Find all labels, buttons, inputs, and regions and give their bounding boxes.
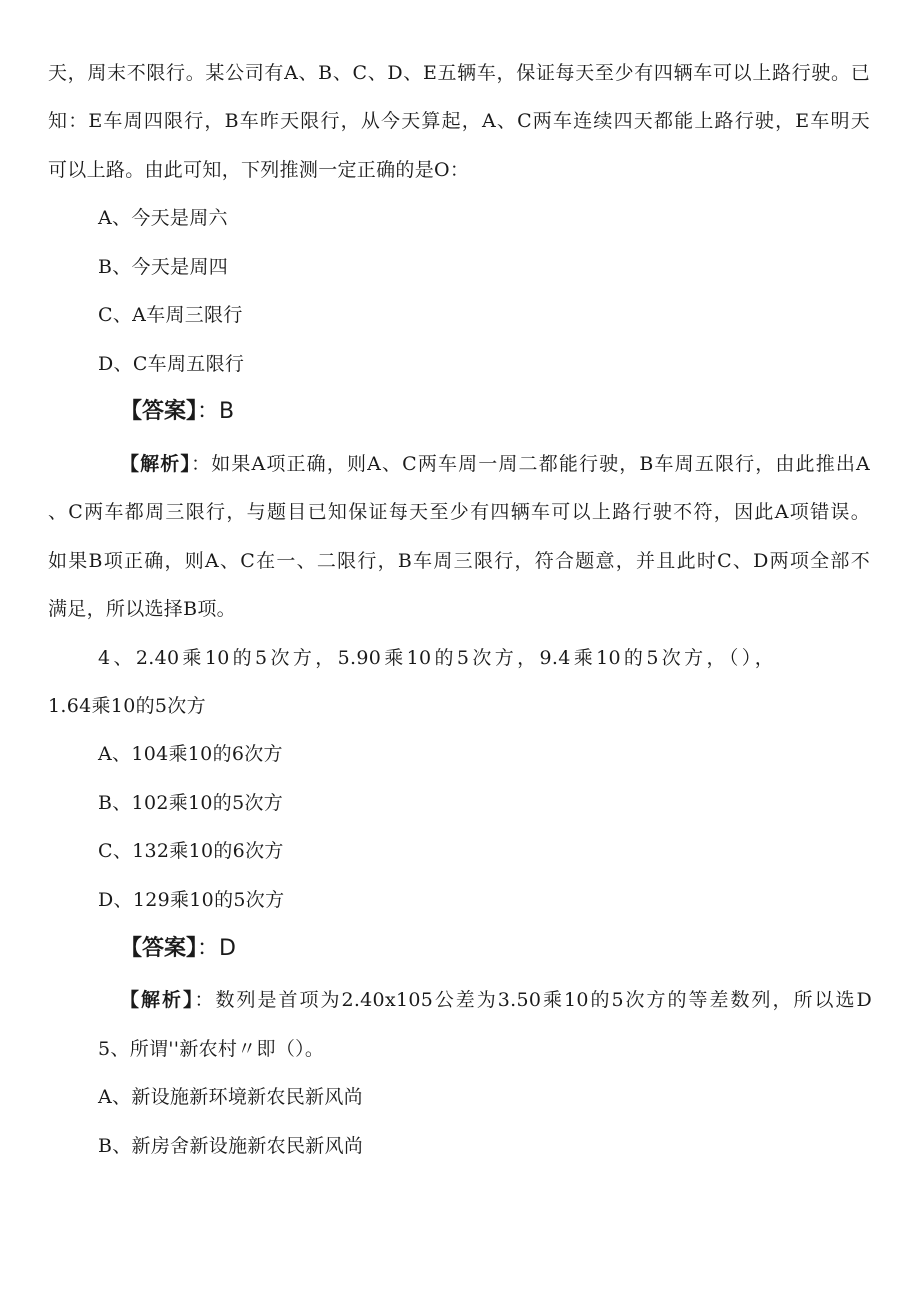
q3-answer [120, 397, 234, 427]
q4-analysis-label: 【解析】 [120, 989, 195, 1011]
q4-answer-label: 【答案】 [120, 936, 198, 961]
q3-option-a: A、今天是周六 [98, 207, 228, 229]
q4-option-a: A、104乘10的6次方 [98, 743, 283, 765]
q4-stem-line-1: 4、2.40乘10的5次方，5.90乘10的5次方，9.4乘10的5次方，（）， [98, 647, 774, 669]
q5-stem: 5、所谓''新农村〃即（）。 [98, 1038, 325, 1060]
q4-answer-value: ：D [197, 936, 236, 961]
q3-option-b: B、今天是周四 [98, 256, 229, 278]
q4-option-b: B、102乘10的5次方 [98, 792, 284, 814]
q4-answer [120, 934, 236, 964]
q3-analysis-label: 【解析】 [120, 453, 192, 475]
q3-analysis-first: ：如果A项正确，则A、C两车周一周二都能行驶，B车周五限行，由此推出A [191, 453, 871, 475]
q3-analysis-line-3: 如果B项正确，则A、C在一、二限行，B车周三限行，符合题意，并且此时C、D两项全部不 [48, 550, 870, 572]
q4-stem-line-2: 1.64乘10的5次方 [48, 695, 206, 717]
q5-option-b: B、新房舍新设施新农民新风尚 [98, 1135, 364, 1157]
q3-stem-line-1: 天，周末不限行。某公司有A、B、C、D、E五辆车，保证每天至少有四辆车可以上路行驶。已 [48, 62, 870, 84]
q4-analysis-first: ：数列是首项为2.40x105公差为3.50乘10的5次方的等差数列，所以选D [194, 989, 872, 1011]
q3-analysis-line-2: 、C两车都周三限行，与题目已知保证每天至少有四辆车可以上路行驶不符，因此A项错误。 [48, 501, 870, 523]
q4-option-d: D、129乘10的5次方 [98, 889, 285, 911]
q3-answer-label: 【答案】 [120, 399, 198, 424]
q3-option-c: C、A车周三限行 [98, 304, 243, 326]
q3-analysis-line-4: 满足，所以选择B项。 [48, 598, 236, 620]
q4-option-c: C、132乘10的6次方 [98, 840, 284, 862]
q3-stem-line-3: 可以上路。由此可知，下列推测一定正确的是O： [48, 159, 470, 181]
q3-analysis-line-1 [120, 451, 870, 477]
q5-option-a: A、新设施新环境新农民新风尚 [98, 1086, 363, 1108]
q3-stem-line-2: 知：E车周四限行，B车昨天限行，从今天算起，A、C两车连续四天都能上路行驶，E车明天 [48, 110, 870, 132]
q4-analysis-line-1 [120, 987, 872, 1013]
q3-option-d: D、C车周五限行 [98, 353, 245, 375]
q3-answer-value: ：B [197, 399, 235, 424]
